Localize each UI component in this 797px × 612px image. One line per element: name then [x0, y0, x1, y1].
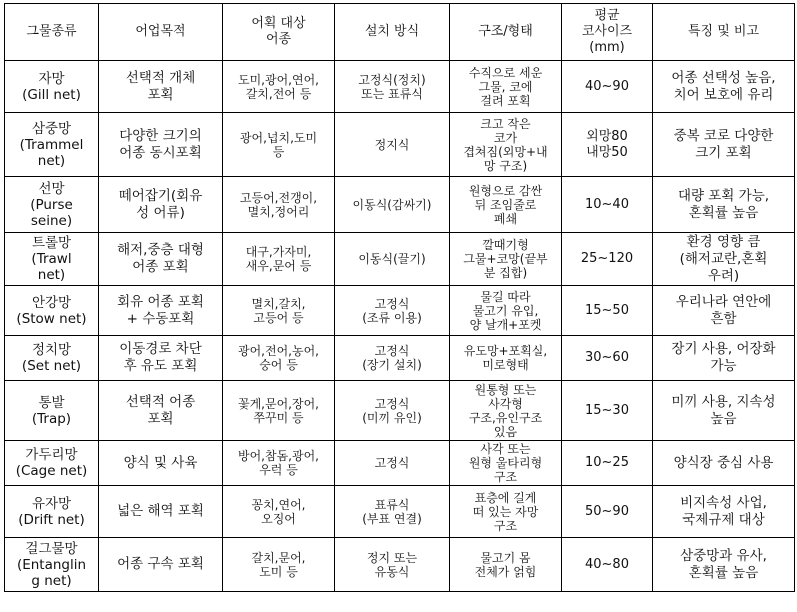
- mesh-size-cell: 30~60: [562, 336, 653, 381]
- species-cell: 도미,광어,연어, 갈치,전어 등: [223, 61, 335, 113]
- net-type-cell: 선망 (Purse seine): [5, 177, 99, 233]
- net-type-cell: 자망 (Gill net): [5, 61, 99, 113]
- notes-cell: 비지속성 사업, 국제규제 대상: [653, 486, 795, 538]
- species-cell: 꽁치,연어, 오징어: [223, 486, 335, 538]
- method-cell: 이동식(감싸기): [335, 177, 450, 233]
- method-cell: 고정식: [335, 441, 450, 486]
- table-row: [5, 441, 795, 486]
- mesh-size-cell: 10~40: [562, 177, 653, 233]
- structure-cell: 물고기 몸 전체가 얽힘: [450, 538, 562, 592]
- structure-cell: 유도망+포획실, 미로형태: [450, 336, 562, 381]
- notes-cell: 어종 선택성 높음, 치어 보호에 유리: [653, 61, 795, 113]
- net-type-cell: 통발 (Trap): [5, 381, 99, 441]
- table-row: [5, 381, 795, 441]
- species-cell: 광어,넙치,도미 등: [223, 113, 335, 177]
- method-cell: 고정식 (미끼 유인): [335, 381, 450, 441]
- table-row: [5, 538, 795, 592]
- method-cell: 고정식 (조류 이용): [335, 286, 450, 336]
- net-type-cell: 안강망 (Stow net): [5, 286, 99, 336]
- purpose-cell: 넓은 해역 포획: [99, 486, 223, 538]
- table-row: [5, 61, 795, 113]
- structure-cell: 원형으로 감싼 뒤 조임줄로 폐쇄: [450, 177, 562, 233]
- mesh-size-cell: 10~25: [562, 441, 653, 486]
- table-row: [5, 177, 795, 233]
- method-cell: 정지식: [335, 113, 450, 177]
- species-cell: 멸치,갈치, 고등어 등: [223, 286, 335, 336]
- purpose-cell: 어종 구속 포획: [99, 538, 223, 592]
- purpose-cell: 이동경로 차단 후 유도 포획: [99, 336, 223, 381]
- net-type-cell: 정치망 (Set net): [5, 336, 99, 381]
- header-target-species: 어획 대상 어종: [223, 4, 335, 61]
- table-row: [5, 486, 795, 538]
- notes-cell: 중복 코로 다양한 크기 포획: [653, 113, 795, 177]
- notes-cell: 양식장 중심 사용: [653, 441, 795, 486]
- table-row: [5, 113, 795, 177]
- structure-cell: 사각 또는 원형 울타리형 구조: [450, 441, 562, 486]
- species-cell: 광어,전어,농어, 숭어 등: [223, 336, 335, 381]
- mesh-size-cell: 25~120: [562, 233, 653, 286]
- table-row: [5, 233, 795, 286]
- method-cell: 고정식 (장기 설치): [335, 336, 450, 381]
- table-body: [5, 61, 795, 592]
- mesh-size-cell: 40~90: [562, 61, 653, 113]
- net-type-cell: 트롤망 (Trawl net): [5, 233, 99, 286]
- notes-cell: 삼중망과 유사, 혼획률 높음: [653, 538, 795, 592]
- notes-cell: 장기 사용, 어장화 가능: [653, 336, 795, 381]
- species-cell: 방어,참돔,광어, 우럭 등: [223, 441, 335, 486]
- header-net-type: 그물종류: [5, 4, 99, 61]
- purpose-cell: 양식 및 사육: [99, 441, 223, 486]
- header-notes: 특징 및 비고: [653, 4, 795, 61]
- mesh-size-cell: 40~80: [562, 538, 653, 592]
- method-cell: 정지 또는 유동식: [335, 538, 450, 592]
- structure-cell: 크고 작은 코가 겹쳐짐(외망+내 망 구조): [450, 113, 562, 177]
- table-row: [5, 336, 795, 381]
- species-cell: 고등어,전갱이, 멸치,정어리: [223, 177, 335, 233]
- table-row: [5, 286, 795, 336]
- purpose-cell: 선택적 개체 포획: [99, 61, 223, 113]
- method-cell: 고정식(정치) 또는 표류식: [335, 61, 450, 113]
- notes-cell: 대량 포획 가능, 혼획률 높음: [653, 177, 795, 233]
- mesh-size-cell: 15~30: [562, 381, 653, 441]
- mesh-size-cell: 15~50: [562, 286, 653, 336]
- species-cell: 꽃게,문어,장어, 쭈꾸미 등: [223, 381, 335, 441]
- method-cell: 이동식(끌기): [335, 233, 450, 286]
- notes-cell: 환경 영향 큼 (해저교란,혼획 우려): [653, 233, 795, 286]
- purpose-cell: 해저,중층 대형 어종 포획: [99, 233, 223, 286]
- structure-cell: 표층에 길게 떠 있는 자망 구조: [450, 486, 562, 538]
- structure-cell: 깔때기형 그물+코망(끝부 분 집합): [450, 233, 562, 286]
- header-installation-method: 설치 방식: [335, 4, 450, 61]
- notes-cell: 미끼 사용, 지속성 높음: [653, 381, 795, 441]
- structure-cell: 수직으로 세운 그물, 코에 걸려 포획: [450, 61, 562, 113]
- structure-cell: 물길 따라 물고기 유입, 양 날개+포켓: [450, 286, 562, 336]
- net-type-cell: 걸그물망 (Entanglin g net): [5, 538, 99, 592]
- fishing-net-table-container: [4, 3, 795, 592]
- purpose-cell: 회유 어종 포획 + 수동포획: [99, 286, 223, 336]
- net-type-cell: 삼중망 (Trammel net): [5, 113, 99, 177]
- method-cell: 표류식 (부표 연결): [335, 486, 450, 538]
- net-type-cell: 가두리망 (Cage net): [5, 441, 99, 486]
- structure-cell: 원통형 또는 사각형 구조,유인구조 있음: [450, 381, 562, 441]
- purpose-cell: 선택적 어종 포획: [99, 381, 223, 441]
- mesh-size-cell: 외망80 내망50: [562, 113, 653, 177]
- fishing-net-table: [4, 3, 795, 592]
- purpose-cell: 다양한 크기의 어종 동시포획: [99, 113, 223, 177]
- header-mesh-size: 평균 코사이즈 (mm): [562, 4, 653, 61]
- notes-cell: 우리나라 연안에 흔함: [653, 286, 795, 336]
- mesh-size-cell: 50~90: [562, 486, 653, 538]
- species-cell: 대구,가자미, 새우,문어 등: [223, 233, 335, 286]
- purpose-cell: 떼어잡기(회유 성 어류): [99, 177, 223, 233]
- table-header-row: [5, 4, 795, 61]
- header-fishing-purpose: 어업목적: [99, 4, 223, 61]
- species-cell: 갈치,문어, 도미 등: [223, 538, 335, 592]
- header-structure: 구조/형태: [450, 4, 562, 61]
- net-type-cell: 유자망 (Drift net): [5, 486, 99, 538]
